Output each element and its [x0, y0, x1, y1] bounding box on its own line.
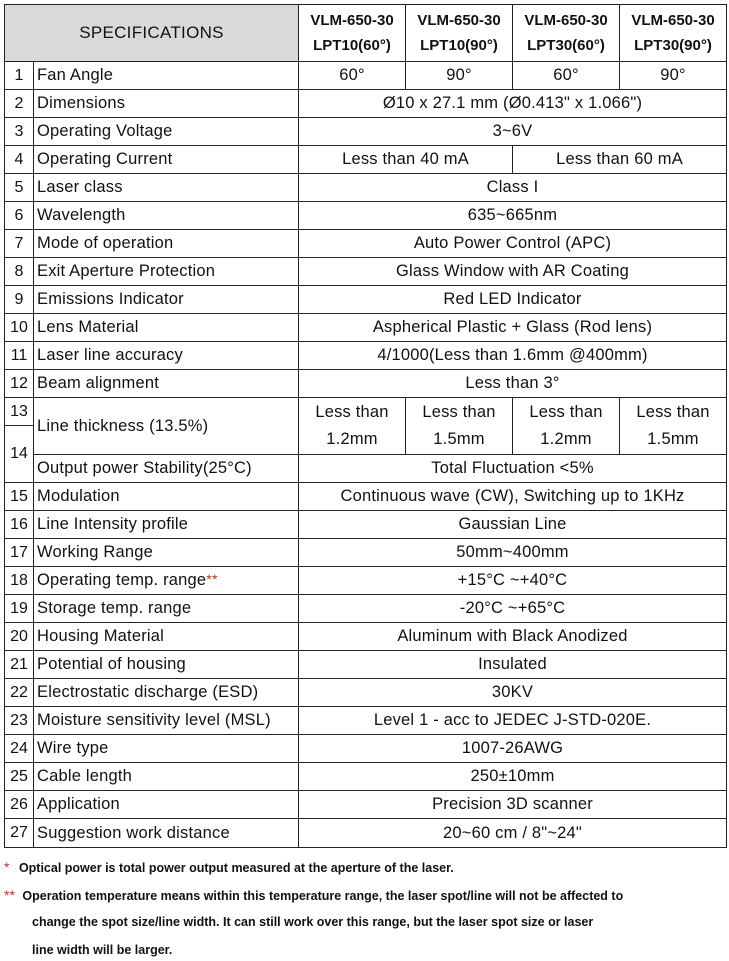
specifications-title: SPECIFICATIONS	[5, 5, 299, 62]
row-value: Level 1 - acc to JEDEC J-STD-020E.	[299, 707, 727, 735]
table-row	[5, 679, 727, 707]
row-value: Less than 1.2mm	[513, 398, 620, 455]
row-label: Line thickness (13.5%)	[34, 398, 299, 455]
row-number: 1	[5, 62, 34, 90]
table-row	[5, 398, 727, 426]
row-label: Beam alignment	[34, 370, 299, 398]
footnote-marker: *	[4, 859, 10, 875]
table-row	[5, 314, 727, 342]
row-value: Less than 3°	[299, 370, 727, 398]
row-value: 20~60 cm / 8"~24"	[299, 819, 727, 848]
row-value: Aspherical Plastic + Glass (Rod lens)	[299, 314, 727, 342]
row-value: 60°	[513, 62, 620, 90]
table-row	[5, 258, 727, 286]
row-value: Glass Window with AR Coating	[299, 258, 727, 286]
row-value: Ø10 x 27.1 mm (Ø0.413" x 1.066")	[299, 90, 727, 118]
row-value: 30KV	[299, 679, 727, 707]
row-label: Fan Angle	[34, 62, 299, 90]
row-value: Less than 40 mA	[299, 146, 513, 174]
row-number: 22	[5, 679, 34, 707]
row-label: Operating Voltage	[34, 118, 299, 146]
row-label: Cable length	[34, 763, 299, 791]
row-value: Less than 1.2mm	[299, 398, 406, 455]
row-number: 15	[5, 483, 34, 511]
row-label: Dimensions	[34, 90, 299, 118]
footnote-text: Optical power is total power output measured at the aperture of the laser.	[18, 861, 454, 875]
row-value: 4/1000(Less than 1.6mm @400mm)	[299, 342, 727, 370]
row-value: +15°C ~+40°C	[299, 567, 727, 595]
row-label: Storage temp. range	[34, 595, 299, 623]
row-label: Mode of operation	[34, 230, 299, 258]
row-label: Operating temp. range**	[34, 567, 299, 595]
row-number: 3	[5, 118, 34, 146]
row-value: Auto Power Control (APC)	[299, 230, 727, 258]
row-value: Less than 60 mA	[513, 146, 727, 174]
row-number: 4	[5, 146, 34, 174]
table-row	[5, 483, 727, 511]
table-row	[5, 595, 727, 623]
table-row	[5, 567, 727, 595]
row-label: Moisture sensitivity level (MSL)	[34, 707, 299, 735]
row-number: 10	[5, 314, 34, 342]
row-value: 50mm~400mm	[299, 539, 727, 567]
model-header-3: VLM-650-30 LPT30(60°)	[513, 5, 620, 62]
footnote-2-continued: change the spot size/line width. It can still work over this range, but the laser spot size or laser	[32, 915, 594, 929]
table-row	[5, 230, 727, 258]
table-header-row	[5, 5, 727, 62]
row-label: Suggestion work distance	[34, 819, 299, 848]
table-row	[5, 539, 727, 567]
row-number: 7	[5, 230, 34, 258]
row-number: 2	[5, 90, 34, 118]
row-value: 250±10mm	[299, 763, 727, 791]
row-label: Lens Material	[34, 314, 299, 342]
table-row	[5, 735, 727, 763]
row-value: 90°	[406, 62, 513, 90]
row-label: Output power Stability(25°C)	[34, 455, 299, 483]
row-number: 24	[5, 735, 34, 763]
row-number: 14	[5, 426, 34, 483]
row-value: Precision 3D scanner	[299, 791, 727, 819]
row-value: 90°	[620, 62, 727, 90]
row-number: 21	[5, 651, 34, 679]
row-label: Laser class	[34, 174, 299, 202]
row-value: Less than 1.5mm	[620, 398, 727, 455]
row-number: 5	[5, 174, 34, 202]
table-row	[5, 623, 727, 651]
row-label: Wavelength	[34, 202, 299, 230]
row-label: Modulation	[34, 483, 299, 511]
row-label: Wire type	[34, 735, 299, 763]
row-value: Class I	[299, 174, 727, 202]
model-header-4: VLM-650-30 LPT30(90°)	[620, 5, 727, 62]
table-row	[5, 763, 727, 791]
table-row	[5, 174, 727, 202]
row-value: Less than 1.5mm	[406, 398, 513, 455]
row-number: 9	[5, 286, 34, 314]
row-value: 1007-26AWG	[299, 735, 727, 763]
table-row	[5, 455, 727, 483]
row-label: Potential of housing	[34, 651, 299, 679]
row-number: 12	[5, 370, 34, 398]
table-row	[5, 146, 727, 174]
row-number: 11	[5, 342, 34, 370]
table-row	[5, 819, 727, 848]
row-label: Working Range	[34, 539, 299, 567]
model-header-2: VLM-650-30 LPT10(90°)	[406, 5, 513, 62]
row-number: 6	[5, 202, 34, 230]
row-number: 8	[5, 258, 34, 286]
row-value: Continuous wave (CW), Switching up to 1KHz	[299, 483, 727, 511]
table-row	[5, 342, 727, 370]
row-label: Electrostatic discharge (ESD)	[34, 679, 299, 707]
table-row	[5, 370, 727, 398]
table-row	[5, 202, 727, 230]
row-value: 635~665nm	[299, 202, 727, 230]
row-number: 16	[5, 511, 34, 539]
footnote-2-continued: line width will be larger.	[32, 943, 173, 957]
footnote-2	[4, 887, 623, 903]
row-value: Aluminum with Black Anodized	[299, 623, 727, 651]
row-number: 25	[5, 763, 34, 791]
row-number: 19	[5, 595, 34, 623]
row-value: 60°	[299, 62, 406, 90]
row-value: 3~6V	[299, 118, 727, 146]
table-row	[5, 118, 727, 146]
row-value: Total Fluctuation <5%	[299, 455, 727, 483]
row-label: Housing Material	[34, 623, 299, 651]
table-row	[5, 62, 727, 90]
footnote-marker: **	[206, 571, 218, 587]
row-label: Exit Aperture Protection	[34, 258, 299, 286]
footnote-1	[4, 859, 454, 875]
row-number: 18	[5, 567, 34, 595]
row-label: Application	[34, 791, 299, 819]
row-value: -20°C ~+65°C	[299, 595, 727, 623]
row-number: 27	[5, 819, 34, 848]
row-value: Insulated	[299, 651, 727, 679]
footnote-marker: **	[4, 887, 15, 903]
table-row	[5, 286, 727, 314]
row-number: 23	[5, 707, 34, 735]
table-row	[5, 791, 727, 819]
row-number: 13	[5, 398, 34, 426]
row-value: Red LED Indicator	[299, 286, 727, 314]
table-row	[5, 651, 727, 679]
specifications-table	[4, 4, 727, 848]
row-label: Laser line accuracy	[34, 342, 299, 370]
model-header-1: VLM-650-30 LPT10(60°)	[299, 5, 406, 62]
row-label: Line Intensity profile	[34, 511, 299, 539]
row-label: Operating Current	[34, 146, 299, 174]
table-row	[5, 90, 727, 118]
row-label: Emissions Indicator	[34, 286, 299, 314]
row-number: 26	[5, 791, 34, 819]
table-row	[5, 707, 727, 735]
footnote-text: Operation temperature means within this temperature range, the laser spot/line will not be affected to	[22, 889, 624, 903]
row-number: 20	[5, 623, 34, 651]
table-row	[5, 511, 727, 539]
row-value: Gaussian Line	[299, 511, 727, 539]
row-number: 17	[5, 539, 34, 567]
